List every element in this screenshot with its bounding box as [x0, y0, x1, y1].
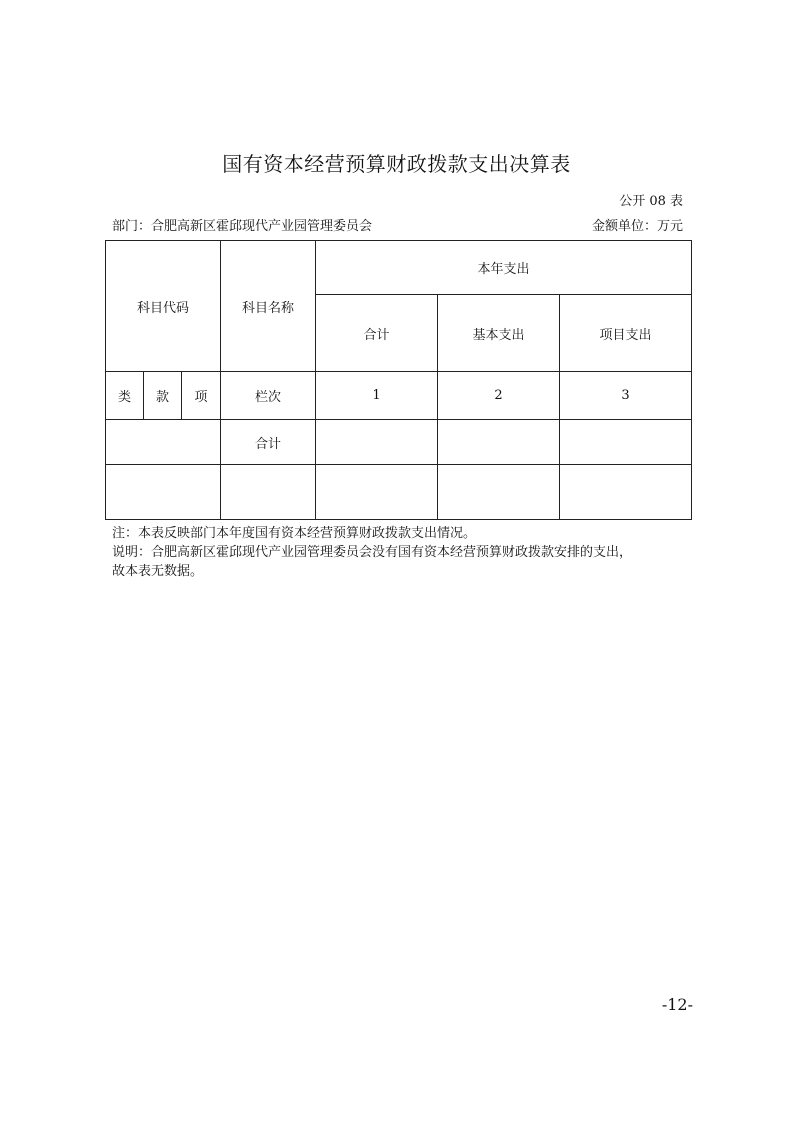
note-text: 注：本表反映部门本年度国有资本经营预算财政拨款支出情况。 — [112, 526, 477, 541]
header-project-expenditure: 项目支出 — [560, 295, 692, 372]
empty-row-basic — [438, 465, 560, 520]
empty-row-project — [560, 465, 692, 520]
index-column-label: 栏次 — [221, 372, 316, 420]
page-number: -12- — [661, 995, 693, 1014]
header-total: 合计 — [316, 295, 438, 372]
empty-row-code — [106, 465, 221, 520]
total-row-project — [560, 420, 692, 465]
page-title: 国有资本经营预算财政拨款支出决算表 — [222, 152, 571, 176]
index-row — [106, 372, 692, 420]
index-col-1: 1 — [316, 372, 438, 420]
expenditure-table — [105, 240, 692, 520]
department-label: 部门：合肥高新区霍邱现代产业园管理委员会 — [112, 219, 373, 234]
total-row-basic — [438, 420, 560, 465]
total-row-total — [316, 420, 438, 465]
empty-row — [106, 465, 692, 520]
total-row-label: 合计 — [221, 420, 316, 465]
empty-row-total — [316, 465, 438, 520]
header-basic-expenditure: 基本支出 — [438, 295, 560, 372]
amount-unit-label: 金额单位：万元 — [591, 219, 683, 234]
explanation-line-2: 故本表无数据。 — [112, 564, 204, 579]
header-current-year-expenditure: 本年支出 — [316, 241, 692, 295]
index-col-3: 3 — [560, 372, 692, 420]
header-subject-name: 科目名称 — [221, 241, 316, 372]
index-section: 款 — [144, 372, 182, 420]
index-item: 项 — [182, 372, 221, 420]
index-col-2: 2 — [438, 372, 560, 420]
index-category: 类 — [106, 372, 144, 420]
empty-row-name — [221, 465, 316, 520]
header-subject-code: 科目代码 — [106, 241, 221, 372]
total-row-code — [106, 420, 221, 465]
explanation-line-1: 说明：合肥高新区霍邱现代产业园管理委员会没有国有资本经营预算财政拨款安排的支出， — [112, 545, 633, 560]
header-row-top — [106, 241, 692, 295]
notes-section — [112, 524, 692, 581]
form-code: 公开 08 表 — [619, 194, 683, 209]
total-row — [106, 420, 692, 465]
